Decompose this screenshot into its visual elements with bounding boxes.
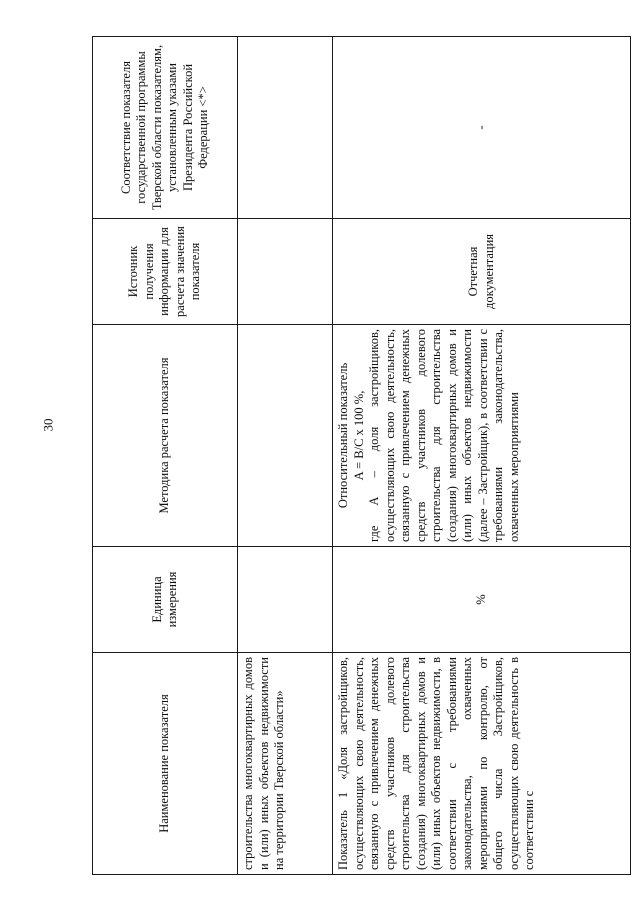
header-method: Методика расчета показателя — [93, 325, 238, 547]
page-number: 30 — [40, 418, 56, 432]
rotated-table-container — [92, 37, 630, 875]
header-unit: Единица измерения — [93, 547, 238, 653]
table-header-row — [93, 37, 238, 875]
row2-compliance-cell: - — [333, 37, 631, 219]
indicators-table — [92, 36, 631, 875]
row2-source-cell: Отчетная документация — [333, 219, 631, 325]
row2-method-cell — [333, 325, 631, 547]
header-source: Источник получения информации для расчета значения показателя — [93, 219, 238, 325]
method-intro: Относительный показатель — [336, 362, 350, 509]
header-compliance: Соответствие показателя государственной программы Тверской области показателям, установленным указами Президента Российской Федерации <*> — [93, 37, 238, 219]
method-description: где A – доля застройщиков, осуществляющих свою деятельность, связанную с привлечением денежных средств участников долевого строительства для строительства (создания) многоквартирных домов и (или) иных объектов недвижимости (далее – Застройщик), в соответствии с требованиями законодательства, охваченных мероприятиями — [367, 329, 521, 542]
table-row — [238, 37, 333, 875]
row2-name-cell: Показатель 1 «Доля застройщиков, осуществляющих свою деятельность, связанную с привлечением денежных средств участников долевого строительства для строительства (создания) многоквартирных домов и (или) иных объектов недвижимости, в соответствии с требованиями законодательства, охваченных мероприятиями по контролю, от общего числа Застройщиков, осуществляющих свою деятельность в соответствии с — [333, 653, 631, 875]
row1-method-cell — [238, 325, 333, 547]
row1-name-cell: строительства многоквартирных домов и (или) иных объектов недвижимости на территории Тверской области» — [238, 653, 333, 875]
row1-unit-cell — [238, 547, 333, 653]
table-row — [333, 37, 631, 875]
row2-unit-cell: % — [333, 547, 631, 653]
row1-source-cell — [238, 219, 333, 325]
method-formula: A = B/C x 100 %, — [351, 390, 366, 481]
header-name: Наименование показателя — [93, 653, 238, 875]
row1-compliance-cell — [238, 37, 333, 219]
